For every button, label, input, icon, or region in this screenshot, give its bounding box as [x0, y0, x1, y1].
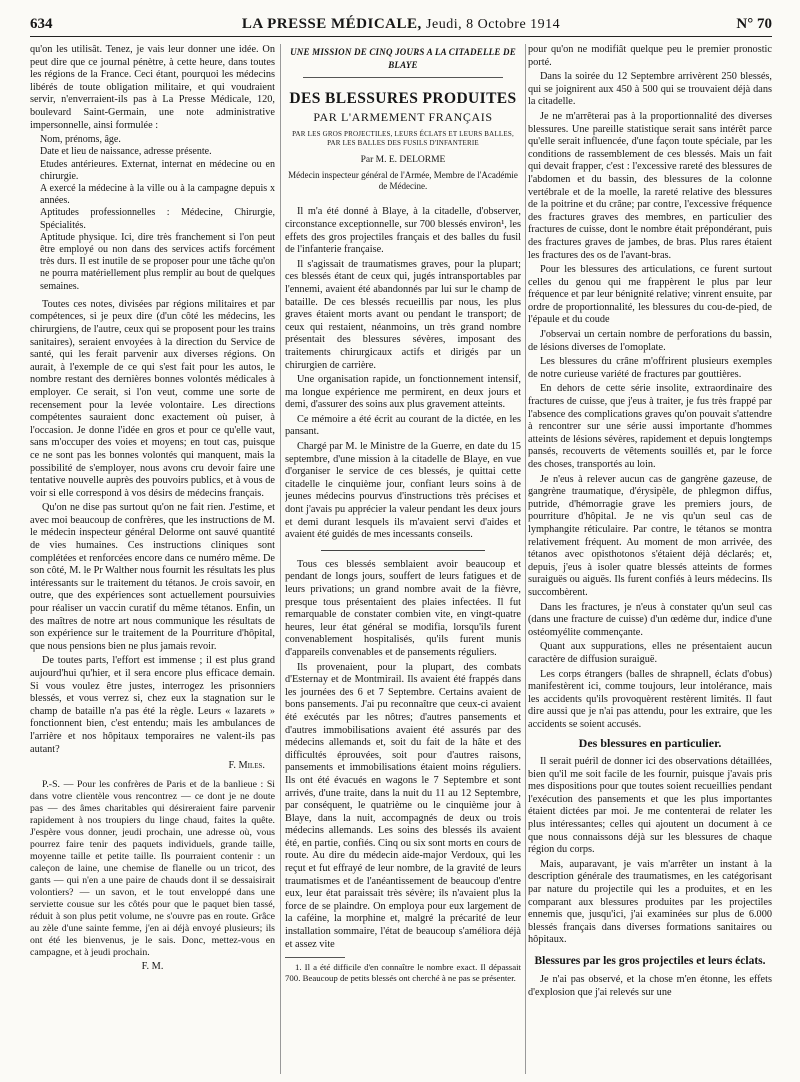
author-credentials: Médecin inspecteur général de l'Armée, Membre de l'Académie de Médecine.	[288, 170, 518, 192]
paragraph: Il m'a été donné à Blaye, à la citadelle, d'observer, circonstance exceptionnelle, sur 700 blessés environ¹, les effets des gros projectiles français et des balles du fusil de l'infanterie française.	[285, 206, 521, 256]
column-right	[528, 44, 772, 1074]
footnote-rule	[285, 957, 345, 958]
paragraph: Pour les blessures des articulations, ce furent surtout celles du genou qui me frappèrent le plus par leur fréquence et par leur bénignité relative; vinrent ensuite, par ordre de proportionnalité, les blessures du cou-de-pied, de l'épaule et du coude	[528, 264, 772, 326]
paragraph: Ce mémoire a été écrit au courant de la dictée, en les pansant.	[285, 413, 521, 438]
paragraph: Les blessures du crâne m'offrirent plusieurs exemples de notre curieuse variété de fractures par gouttières.	[528, 356, 772, 380]
divider	[303, 77, 503, 78]
form-item: Etudes antérieures. Externat, internat en médecine ou en chirurgie.	[40, 158, 275, 182]
article-author: Par M. E. DELORME	[360, 154, 446, 165]
paragraph: qu'on les utilisât. Tenez, je vais leur donner une idée. On peut dire que ce journal pénètre, à cette heure, dans toutes les régions de la France. Ceci étant, pourquoi les médecins libérés de toute obligation militaire, et qui voudraient servir, n'enverraient-ils pas à La Presse Médicale, 120, boulevard Saint-Germain, une note administrative impersonnelle, ainsi formulée :	[30, 44, 275, 131]
paragraph: Qu'on ne dise pas surtout qu'on ne fait rien. J'estime, et avec moi beaucoup de confrères, que les instructions de M. le médecin inspecteur général Delorme ont sauvé quantité de vies humaines. Ces instructions cliniques sont complétées et renforcées encore dans ce numéro même. De son côté, M. le Pr Walther nous fournit les résultats les plus intéressants sur le traitement du tétanos. Je crois savoir, en outre, que des expériences sont actuellement poursuivies pour réaliser un vaccin curatif du même tétanos. Enfin, un des maîtres de notre art nous communique les résultats de son expérience sur le traitement de la Pourriture d'hôpital, que nous pensions bien ne plus jamais revoir.	[30, 502, 275, 652]
article-title: DES BLESSURES PRODUITES	[289, 90, 517, 108]
postscript: P.-S. — Pour les confrères de Paris et de la banlieue : Si dans votre clientèle vous rencontrez — ce dont je ne doute pas — des âmes charitables qui désireraient faire parvenir rapidement à nos troupiers du linge chaud, faites la quête. J'espère vous donner, jeudi prochain, une adresse où, vous pourrez faire tenir des paquets individuels, grande taille, moyenne taille et petite taille. Ils pourraient contenir : un caleçon de laine, une chemise de flanelle ou un tricot, des gants — qui n'en a une paire de chauds dont il se dessaisirait volontiers? — un savon, et le tout enveloppé dans une serviette cousue sur les côtés pour que le paquet bien tassé, réduit à son plus petit volume, ne s'ouvre pas en route. Grâce au zèle d'une sainte femme, j'en ai déjà envoyé plusieurs; ils ont été les bienvenus, je le sais. Donc, mettez-vous en campagne, et à jeudi prochain.	[30, 778, 275, 958]
divider	[321, 550, 485, 551]
paragraph: Dans la soirée du 12 Septembre arrivèrent 250 blessés, qui se joignirent aux 450 à 500 qui se trouvaient déjà dans la citadelle.	[528, 71, 772, 108]
paragraph: Il s'agissait de traumatismes graves, pour la plupart; ces blessés étant de ceux qui, jugés intransportables par l'ennemi, avaient été abandonnés par lui sur le champ de bataille. De ces blessés recueillis par nous, les plus graves étaient morts avant ou pendant le transport; de ceux qui restaient, néanmoins, un très grand nombre présentait des blessures sévères, imposant des traitements chirurgicaux actifs et dirigés par un chirurgien de carrière.	[285, 258, 521, 371]
column-middle	[285, 44, 521, 1074]
paragraph: Les corps étrangers (balles de shrapnell, éclats d'obus) manifestèrent ici, comme toujours, leur intolérance, mais les accidents qu'ils provoquèrent restèrent limités. Il faut dire aussi que je n'ai pas attendu, pour les extraire, que les accidents se soient accusés.	[528, 668, 772, 730]
issue-number: N° 70	[736, 16, 772, 32]
form-item: Aptitudes professionnelles : Médecine, Chirurgie, Spécialités.	[40, 207, 275, 231]
journal-title: LA PRESSE MÉDICALE,	[241, 16, 422, 32]
issue-date: Jeudi, 8 Octobre 1914	[426, 17, 561, 32]
postscript-signature: F. M.	[141, 960, 164, 972]
author-signature: F. Miles.	[228, 760, 265, 772]
column-left	[30, 44, 275, 1074]
page-number: 634	[30, 16, 53, 32]
footnote: 1. Il a été difficile d'en connaître le nombre exact. Il dépassait 700. Beaucoup de petits blessés ont cherché à ne pas se présenter.	[285, 962, 521, 983]
page-header	[30, 14, 772, 37]
article-subtitle: PAR L'ARMEMENT FRANÇAIS	[313, 110, 493, 125]
paragraph: Mais, auparavant, je vais m'arrêter un instant à la description générale des traumatismes, en les catégorisant par nature du projectile qui les a produites, et en les comparant aux blessures produites par les projectiles ennemis que, jusqu'ici, j'ai examinées sur plus de 6.000 blessés français dans diverses formations sanitaires ou hôpitaux.	[528, 858, 772, 946]
paragraph: Une organisation rapide, un fonctionnement intensif, ma longue expérience me permirent, en deux jours et demi, d'assurer des soins aux plus gravement atteints.	[285, 374, 521, 411]
section-heading: Blessures par les gros projectiles et leurs éclats.	[534, 954, 766, 967]
paragraph: Ils provenaient, pour la plupart, des combats d'Esternay et de Montmirail. Ils avaient été frappés dans les journées des 6 et 7 Septembre. Certains avaient de bons pansements. J'ai pu reconnaître que ceux-ci avaient été exécutés par les nôtres; d'autres pansements et d'autres immobilisations avaient été assurés par des médecins allemands et, soit du fait de la hâte et des difficultés éprouvées, soit pour d'autres raisons, pansements et immobilisations étaient moins réguliers. Ils ont été évacués en wagons le 7 Septembre et sont arrivés, d'une traite, dans la nuit du 11 au 12 Septembre, par conséquent, le quatrième ou le cinquième jour à Blaye, dans la nuit, accompagnés de deux ou trois médecins allemands. Les soins des blessés ils avaient été, en partie, confiés. Cinq ou six sont morts en cours de route. Au dire du médecin aide-major Verdoux, qui les reçut et fut effrayé de leur nombre, de la gravité de leurs traumatismes et de l'anéantissement de beaucoup d'entre eux, leur état paraissait très sévère; ils n'avaient plus la force de se plaindre. On employa pour eux largement de la caféine, la morphine et, malgré la précarité de leur installation sommaire, l'état de beaucoup s'améliora déjà et assez vite	[285, 661, 521, 950]
column-rule	[525, 44, 526, 1074]
column-rule	[280, 44, 281, 1074]
paragraph: Toutes ces notes, divisées par régions militaires et par compétences, si je peux dire (d'un côté les médecins, les chirurgiens, de l'autre, ceux qui se proposent pour les trains sanitaires), seraient envoyées à la direction du Service de santé, qui les ferait parvenir aux diverses régions. On aurait, à l'exemple de ce qui s'est fait pour les autos, le nombre restant des dernières bonnes volontés médicales à employer. Ce serait, si l'on veut, comme une sorte de recensement pour la levée volontaire. Les directions compétentes sauraient donc exactement où puiser, à l'occasion. Je donne l'idée en gros et pour ce qu'elle vaut, sans m'occuper des voies et moyens; en tout cas, puisque ce ne sont pas les bonnes volontés qui manquent, mais la possibilité de s'employer, nous avons cru devoir faire une tentative nouvelle auprès des pouvoirs publics, et à vous de voir si elle correspond à vos désirs de médecins français.	[30, 298, 275, 499]
paragraph: Je ne m'arrêterai pas à la proportionnalité des diverses blessures. Une pareille statistique serait sans intérêt parce qu'elle serait influencée, d'une façon toute spéciale, par les conditions de rassemblement de ces blessés. Mais un fait qui devait frapper, c'est : l'excessive rareté des blessures de l'abdomen et du bassin, des blessures de la colonne vertébrale et de la moelle, la rareté relative des blessures de la poitrine et du crâne; par contre, l'excessive fréquence des fractures graves des membres, en particulier des fractures de cuisse, dont le nombre était prépondérant, puis des fractures graves de jambes, de bras. Plus rares étaient les fractures des os de l'avant-bras.	[528, 110, 772, 261]
paragraph: Je n'eus à relever aucun cas de gangrène gazeuse, de gangrène traumatique, d'érysipèle, de phlegmon diffus, putride, d'hémorragie grave les premiers jours, de pourriture d'hôpital. Je ne vis qu'un seul cas de lymphangite réticulaire. Par contre, le tétanos se montra relativement fréquent. Au moment de mon arrivée, des tétanos avec opisthotonos s'étaient déjà déclarés; et, depuis, j'eus à isoler quatre blessés atteints de formes suraiguës ou aiguës. Ils furent confiés à leurs médecins. Ils succombèrent.	[528, 473, 772, 598]
form-item: Aptitude physique. Ici, dire très franchement si l'on peut être employé ou non dans des services actifs forcément très durs. Il est inutile de se proposer pour une tâche qu'on ne pourra matériellement plus remplir au bout de quelques semaines.	[40, 231, 275, 292]
paragraph: De toutes parts, l'effort est immense ; il est plus grand aujourd'hui qu'hier, et il sera encore plus efficace demain. Si vous voulez être justes, interrogez les prisonniers blessés, et vous verrez si, chez eux la stagnation sur le champ de bataille n'a pas été la règle. Leurs « lazarets » fonctionnent bien, c'est entendu; mais les ambulances de l'arrière et nos hôpitaux temporaires ne valent-ils pas autant?	[30, 655, 275, 755]
article-kicker: UNE MISSION DE CINQ JOURS A LA CITADELLE DE BLAYE	[290, 47, 516, 70]
form-item: Nom, prénoms, âge.	[40, 134, 121, 146]
paragraph: Tous ces blessés semblaient avoir beaucoup et pendant de longs jours, souffert de leurs fatigues et de leurs privations; un grand nombre avait de la fièvre, presque tous présentaient des plaies infectées. Il fut remarquable de constater combien vite, en vingt-quatre heures, leur état général se modifia, lorsqu'ils furent convenablement hospitalisés, qu'ils furent munis d'appareils convenables et de pansements réguliers.	[285, 558, 521, 658]
journal-title-line	[30, 16, 772, 33]
paragraph: En dehors de cette série insolite, extraordinaire des fractures de cuisse, que j'eus à traiter, je fus très frappé par l'absence des complications graves qu'on pouvait s'attendre à rencontrer sur une série aussi importante d'hommes atteints de lésions sévères, rapidement et depuis longtemps pansés, recouverts de vêtements souillés et, par le force des choses, transportés au loin.	[528, 383, 772, 470]
form-item: A exercé la médecine à la ville ou à la campagne depuis x années.	[40, 182, 275, 207]
form-item: Date et lieu de naissance, adresse présente.	[40, 146, 212, 158]
paragraph: Il serait puéril de donner ici des observations détaillées, bien qu'il me soit facile de les fournir, puisque j'avais pris mes dispositions pour que toutes soient recueillies pendant l'exécution des pansements et que les plus importantes étaient dictées par moi. Je me contenterai de relater les plus intéressantes; celles qui ajoutent un document à ce que nous connaissons déjà sur les blessures de chaque région du corps.	[528, 756, 772, 856]
form-template	[30, 134, 275, 293]
paragraph: Dans les fractures, je n'eus à constater qu'un seul cas (dans une fracture de cuisse) d'un œdème dur, indice d'une ostéomyélite commençante.	[528, 601, 772, 638]
paragraph: J'observai un certain nombre de perforations du bassin, de lésions diverses de l'omoplate.	[528, 329, 772, 353]
paragraph: pour qu'on ne modifiât quelque peu le premier pronostic porté.	[528, 44, 772, 68]
article-subtitle-detail: PAR LES GROS PROJECTILES, LEURS ÉCLATS ET LEURS BALLES, PAR LES BALLES DES FUSILS D'INFANTERIE	[292, 129, 514, 147]
paragraph: Quant aux suppurations, elles ne présentaient aucun caractère de diffusion suraiguë.	[528, 641, 772, 665]
section-heading: Des blessures en particulier.	[578, 736, 722, 751]
paragraph: Chargé par M. le Ministre de la Guerre, en date du 15 septembre, d'une mission à la citadelle de Blaye, en vue d'organiser le service de ces blessés, je quittai cette citadelle le cinquième jour, confiant leurs soins à de jeunes médecins pourvus d'instructions très précises et dont j'avais pu apprécier la valeur pendant les deux jours et demi durant lesquels ils m'avaient servi d'aides et avaient été guidés de mes incessants conseils.	[285, 441, 521, 541]
paragraph: Je n'ai pas observé, et la chose m'en étonne, les effets d'explosion que j'ai relevés sur une	[528, 973, 772, 998]
